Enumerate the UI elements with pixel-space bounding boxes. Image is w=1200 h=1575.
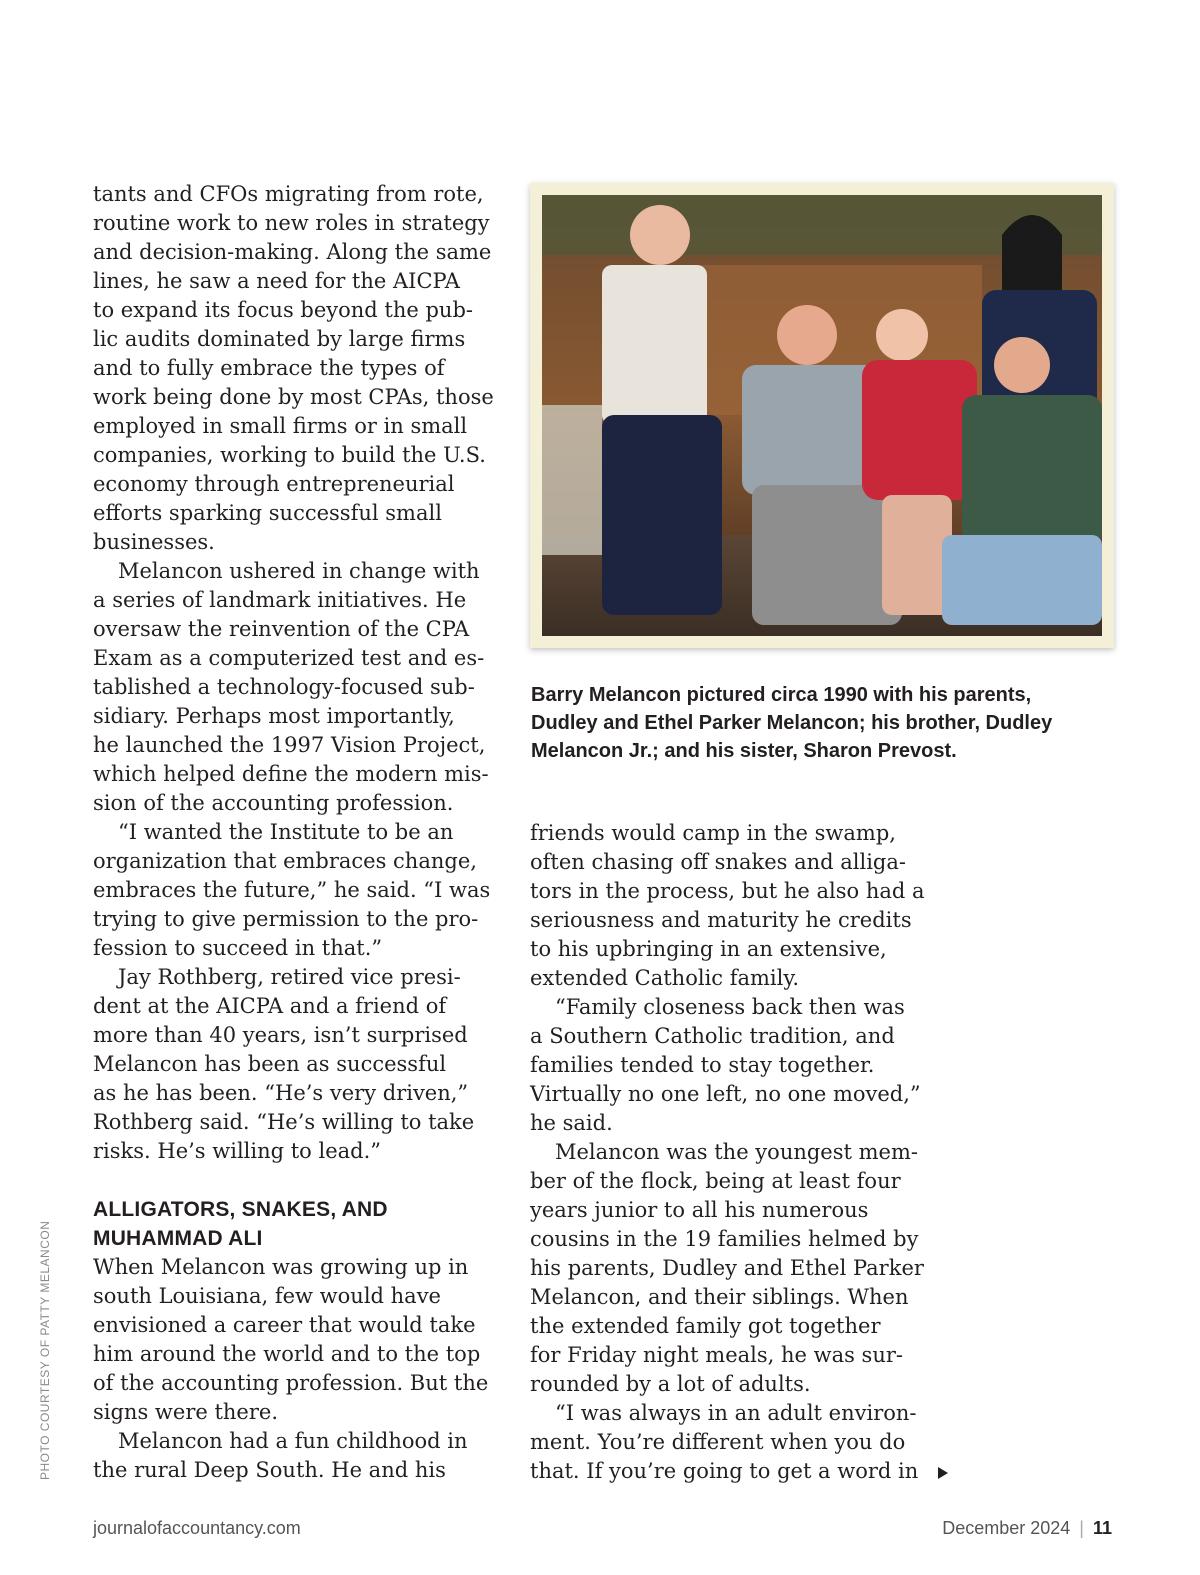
text-line: of the accounting profession. But the bbox=[93, 1371, 489, 1395]
footer-folio bbox=[942, 1518, 1112, 1539]
photo-frame bbox=[530, 183, 1114, 648]
text-line: extended Catholic family. bbox=[530, 966, 800, 990]
text-line: efforts sparking successful small bbox=[93, 501, 442, 525]
text-line: economy through entrepreneurial bbox=[93, 472, 455, 496]
text-line: he launched the 1997 Vision Project, bbox=[93, 733, 486, 757]
text-line: When Melancon was growing up in bbox=[93, 1255, 469, 1279]
text-line: Melancon was the youngest mem- bbox=[555, 1140, 918, 1164]
text-line: ment. You’re different when you do bbox=[530, 1430, 906, 1454]
family-photo bbox=[542, 195, 1102, 636]
text-line: signs were there. bbox=[93, 1400, 278, 1424]
paragraph-3 bbox=[93, 818, 508, 963]
text-line: he said. bbox=[530, 1111, 613, 1135]
text-line: Exam as a computerized test and es- bbox=[93, 646, 485, 670]
photo-caption bbox=[531, 681, 1111, 765]
text-line: embraces the future,” he said. “I was bbox=[93, 878, 491, 902]
text-line: Virtually no one left, no one moved,” bbox=[530, 1082, 921, 1106]
text-line: his parents, Dudley and Ethel Parker bbox=[530, 1256, 924, 1280]
text-line: oversaw the reinvention of the CPA bbox=[93, 617, 470, 641]
text-line: sidiary. Perhaps most importantly, bbox=[93, 704, 455, 728]
text-line: “Family closeness back then was bbox=[555, 995, 905, 1019]
text-line: ber of the flock, being at least four bbox=[530, 1169, 901, 1193]
continue-arrow-icon bbox=[937, 1466, 949, 1480]
text-line: to his upbringing in an extensive, bbox=[530, 937, 887, 961]
text-line: work being done by most CPAs, those bbox=[93, 385, 494, 409]
text-line: Melancon ushered in change with bbox=[118, 559, 480, 583]
text-line: companies, working to build the U.S. bbox=[93, 443, 486, 467]
text-line: and to fully embrace the types of bbox=[93, 356, 445, 380]
page-number: 11 bbox=[1092, 1518, 1112, 1538]
text-line: lines, he saw a need for the AICPA bbox=[93, 269, 460, 293]
footer-url: journalofaccountancy.com bbox=[93, 1518, 301, 1538]
text-line: rounded by a lot of adults. bbox=[530, 1372, 811, 1396]
text-line: Melancon has been as successful bbox=[93, 1052, 447, 1076]
text-line: cousins in the 19 families helmed by bbox=[530, 1227, 919, 1251]
paragraph-1 bbox=[93, 180, 508, 557]
text-line: Melancon, and their siblings. When bbox=[530, 1285, 909, 1309]
text-line: businesses. bbox=[93, 530, 215, 554]
paragraph-8 bbox=[530, 993, 940, 1138]
text-line: friends would camp in the swamp, bbox=[530, 821, 896, 845]
text-line: the rural Deep South. He and his bbox=[93, 1458, 446, 1482]
text-line: tors in the process, but he also had a bbox=[530, 879, 925, 903]
footer-separator: | bbox=[1079, 1518, 1084, 1538]
paragraph-5 bbox=[93, 1253, 508, 1427]
text-line: often chasing off snakes and alliga- bbox=[530, 850, 906, 874]
text-line: dent at the AICPA and a friend of bbox=[93, 994, 447, 1018]
text-line: employed in small firms or in small bbox=[93, 414, 468, 438]
right-column bbox=[530, 819, 940, 1486]
text-line: Melancon had a fun childhood in bbox=[118, 1429, 468, 1453]
text-line: Rothberg said. “He’s willing to take bbox=[93, 1110, 475, 1134]
paragraph-6 bbox=[93, 1427, 508, 1485]
text-line: sion of the accounting profession. bbox=[93, 791, 454, 815]
text-line: and decision-making. Along the same bbox=[93, 240, 492, 264]
text-line: which helped define the modern mis- bbox=[93, 762, 489, 786]
text-line: seriousness and maturity he credits bbox=[530, 908, 912, 932]
text-line: more than 40 years, isn’t surprised bbox=[93, 1023, 468, 1047]
subhead-line: ALLIGATORS, SNAKES, AND bbox=[93, 1198, 388, 1221]
paragraph-2 bbox=[93, 557, 508, 818]
section-subhead bbox=[93, 1195, 508, 1253]
text-line: fession to succeed in that.” bbox=[93, 936, 383, 960]
paragraph-10 bbox=[530, 1399, 940, 1486]
text-line: routine work to new roles in strategy bbox=[93, 211, 490, 235]
text-line: tablished a technology-focused sub- bbox=[93, 675, 475, 699]
text-line: tants and CFOs migrating from rote, bbox=[93, 182, 484, 206]
text-line: “I wanted the Institute to be an bbox=[118, 820, 454, 844]
text-line: south Louisiana, few would have bbox=[93, 1284, 441, 1308]
text-line: as he has been. “He’s very driven,” bbox=[93, 1081, 469, 1105]
text-line: families tended to stay together. bbox=[530, 1053, 875, 1077]
text-line: “I was always in an adult environ- bbox=[555, 1401, 917, 1425]
text-line: a series of landmark initiatives. He bbox=[93, 588, 467, 612]
caption-line: Barry Melancon pictured circa 1990 with his parents, bbox=[531, 684, 1032, 706]
text-line: Jay Rothberg, retired vice presi- bbox=[118, 965, 461, 989]
caption-line: Dudley and Ethel Parker Melancon; his brother, Dudley bbox=[531, 712, 1053, 734]
text-line: the extended family got together bbox=[530, 1314, 881, 1338]
subhead-line: MUHAMMAD ALI bbox=[93, 1227, 263, 1250]
text-line: lic audits dominated by large firms bbox=[93, 327, 466, 351]
text-line: that. If you’re going to get a word in bbox=[530, 1459, 919, 1483]
text-line: risks. He’s willing to lead.” bbox=[93, 1139, 382, 1163]
text-line: to expand its focus beyond the pub- bbox=[93, 298, 473, 322]
footer-date: December 2024 bbox=[942, 1518, 1071, 1538]
paragraph-4 bbox=[93, 963, 508, 1166]
text-line: for Friday night meals, he was sur- bbox=[530, 1343, 903, 1367]
caption-line: Melancon Jr.; and his sister, Sharon Prevost. bbox=[531, 740, 957, 762]
text-line: organization that embraces change, bbox=[93, 849, 477, 873]
paragraph-7 bbox=[530, 819, 940, 993]
text-line: him around the world and to the top bbox=[93, 1342, 481, 1366]
left-column bbox=[93, 180, 508, 1485]
photo-credit: PHOTO COURTESY OF PATTY MELANCON bbox=[38, 1220, 52, 1480]
paragraph-9 bbox=[530, 1138, 940, 1399]
text-line: trying to give permission to the pro- bbox=[93, 907, 479, 931]
text-line: years junior to all his numerous bbox=[530, 1198, 869, 1222]
text-line: a Southern Catholic tradition, and bbox=[530, 1024, 895, 1048]
text-line: envisioned a career that would take bbox=[93, 1313, 476, 1337]
